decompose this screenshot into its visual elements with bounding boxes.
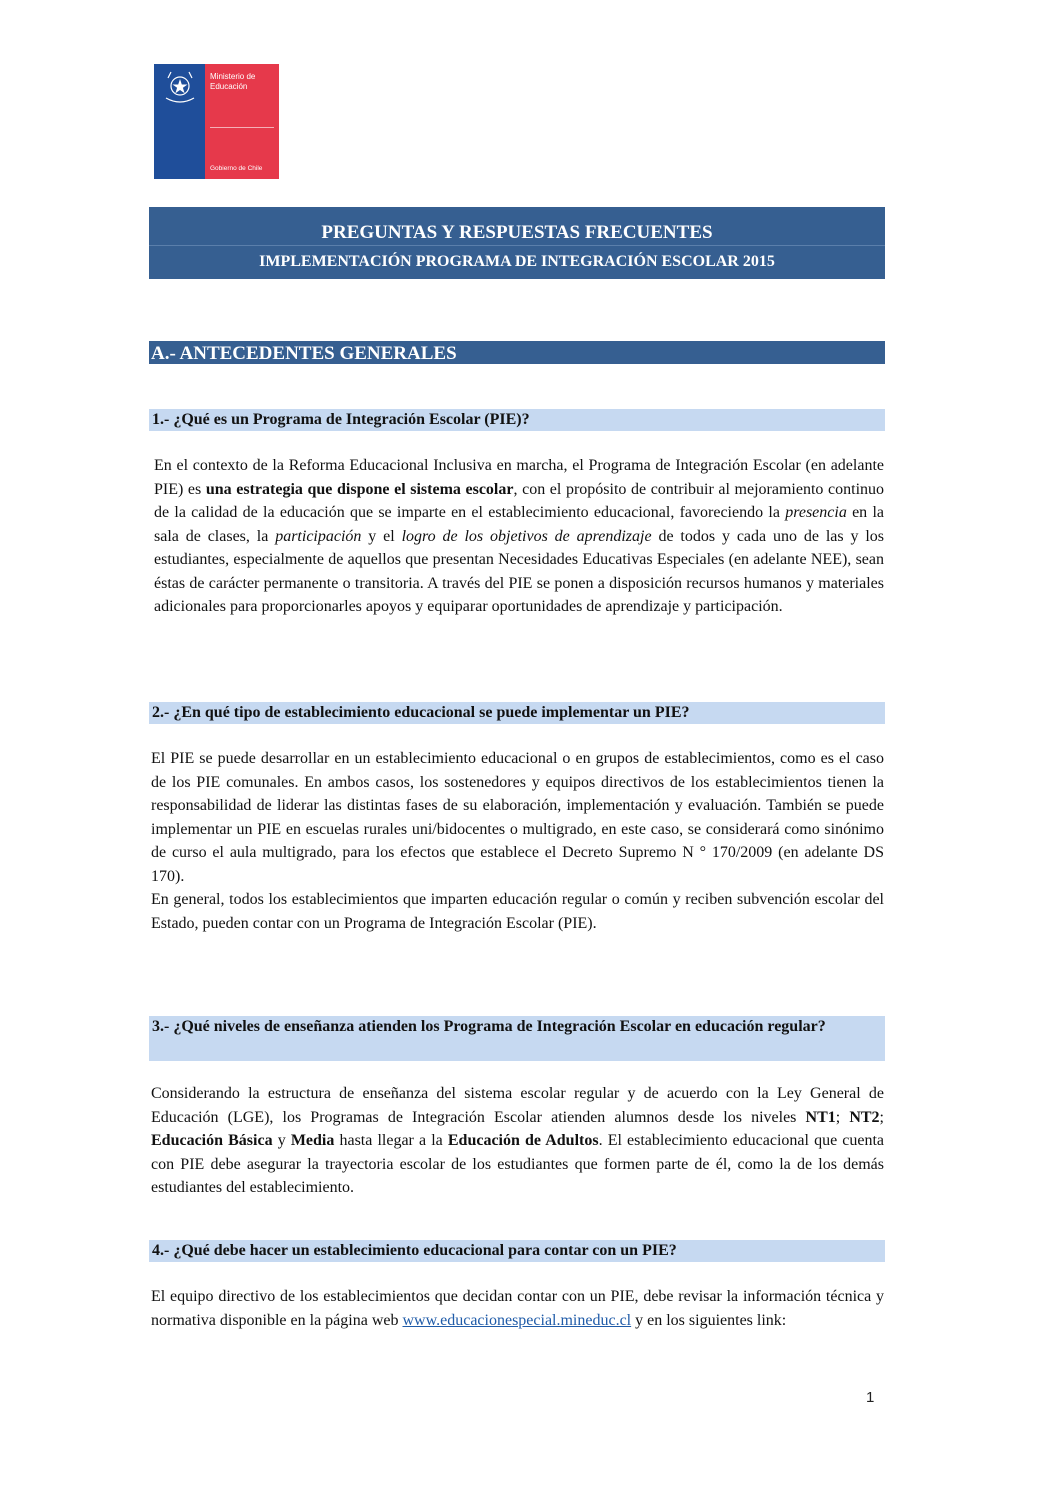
document-banner [149, 207, 885, 279]
logo-blue-panel [154, 64, 205, 179]
question-3-answer: Considerando la estructura de enseñanza del sistema escolar regular y de acuerdo con la Ley General de Educación (LGE), los Programas de Integración Escolar atienden alumnos desde los niveles NT1; NT2; Educación Básica y Media hasta llegar a la Educación de Adultos. El establecimiento educacional que cuenta con PIE debe asegurar la trayectoria escolar de los estudiantes que formen parte de él, como la de los demás estudiantes del establecimiento. [151, 1085, 885, 1196]
banner-divider [149, 245, 885, 246]
logo-divider [210, 127, 274, 128]
question-2-heading: 2.- ¿En qué tipo de establecimiento educacional se puede implementar un PIE? [149, 702, 885, 724]
page-number: 1 [866, 1389, 875, 1406]
question-4-answer: El equipo directivo de los establecimientos que decidan contar con un PIE, debe revisar la información técnica y normativa disponible en la página web www.educacionespecial.mineduc.cl y en los siguientes link: [151, 1288, 884, 1329]
document-subtitle: IMPLEMENTACIÓN PROGRAMA DE INTEGRACIÓN ESCOLAR 2015 [259, 253, 775, 270]
question-2-answer: El PIE se puede desarrollar en un establecimiento educacional o en grupos de establecimientos, como es el caso de los PIE comunales. En ambos casos, los sostenedores y equipos directivos de los establecimientos tienen la responsabilidad de liderar las distintas fases de su elaboración, implementación y evaluación. También se puede implementar un PIE en escuelas rurales uni/bidocentes o multigrado, en este caso, se considerará como sinónimo de curso el aula multigrado, para los efectos que establece el Decreto Supremo N ° 170/2009 (en adelante DS 170). En general, todos los establecimientos que imparten educación regular o común y reciben subvención escolar del Estado, pueden contar con un Programa de Integración Escolar (PIE). [151, 750, 884, 932]
ministry-logo [154, 64, 279, 179]
question-4-heading: 4.- ¿Qué debe hacer un establecimiento educacional para contar con un PIE? [149, 1240, 885, 1262]
document-title: PREGUNTAS Y RESPUESTAS FRECUENTES [321, 222, 713, 243]
question-1-answer: En el contexto de la Reforma Educacional Inclusiva en marcha, el Programa de Integración Escolar (en adelante PIE) es una estrategia que dispone el sistema escolar, con el propósito de contribuir al mejoramiento continuo de la calidad de la educación que se imparte en el establecimiento educacional, favoreciendo la presencia en la sala de clases, la participación y el logro de los objetivos de aprendizaje de todos y cada uno de las y los estudiantes, especialmente de aquellos que presentan Necesidades Educativas Especiales (en adelante NEE), sean éstas de carácter permanente o transitoria. A través del PIE se ponen a disposición recursos humanos y materiales adicionales para proporcionarles apoyos y equiparar oportunidades de aprendizaje y participación. [154, 457, 885, 615]
question-1-heading: 1.- ¿Qué es un Programa de Integración Escolar (PIE)? [149, 409, 885, 431]
logo-ministry-name: Ministerio de Educación [210, 72, 256, 91]
coat-of-arms-icon [160, 68, 200, 108]
section-heading: A.- ANTECEDENTES GENERALES [149, 341, 885, 364]
question-3-heading: 3.- ¿Qué niveles de enseñanza atienden los Programa de Integración Escolar en educación regular? [149, 1016, 885, 1061]
educacion-especial-link[interactable]: www.educacionespecial.mineduc.cl [402, 1311, 632, 1329]
logo-government-name: Gobierno de Chile [210, 165, 263, 172]
